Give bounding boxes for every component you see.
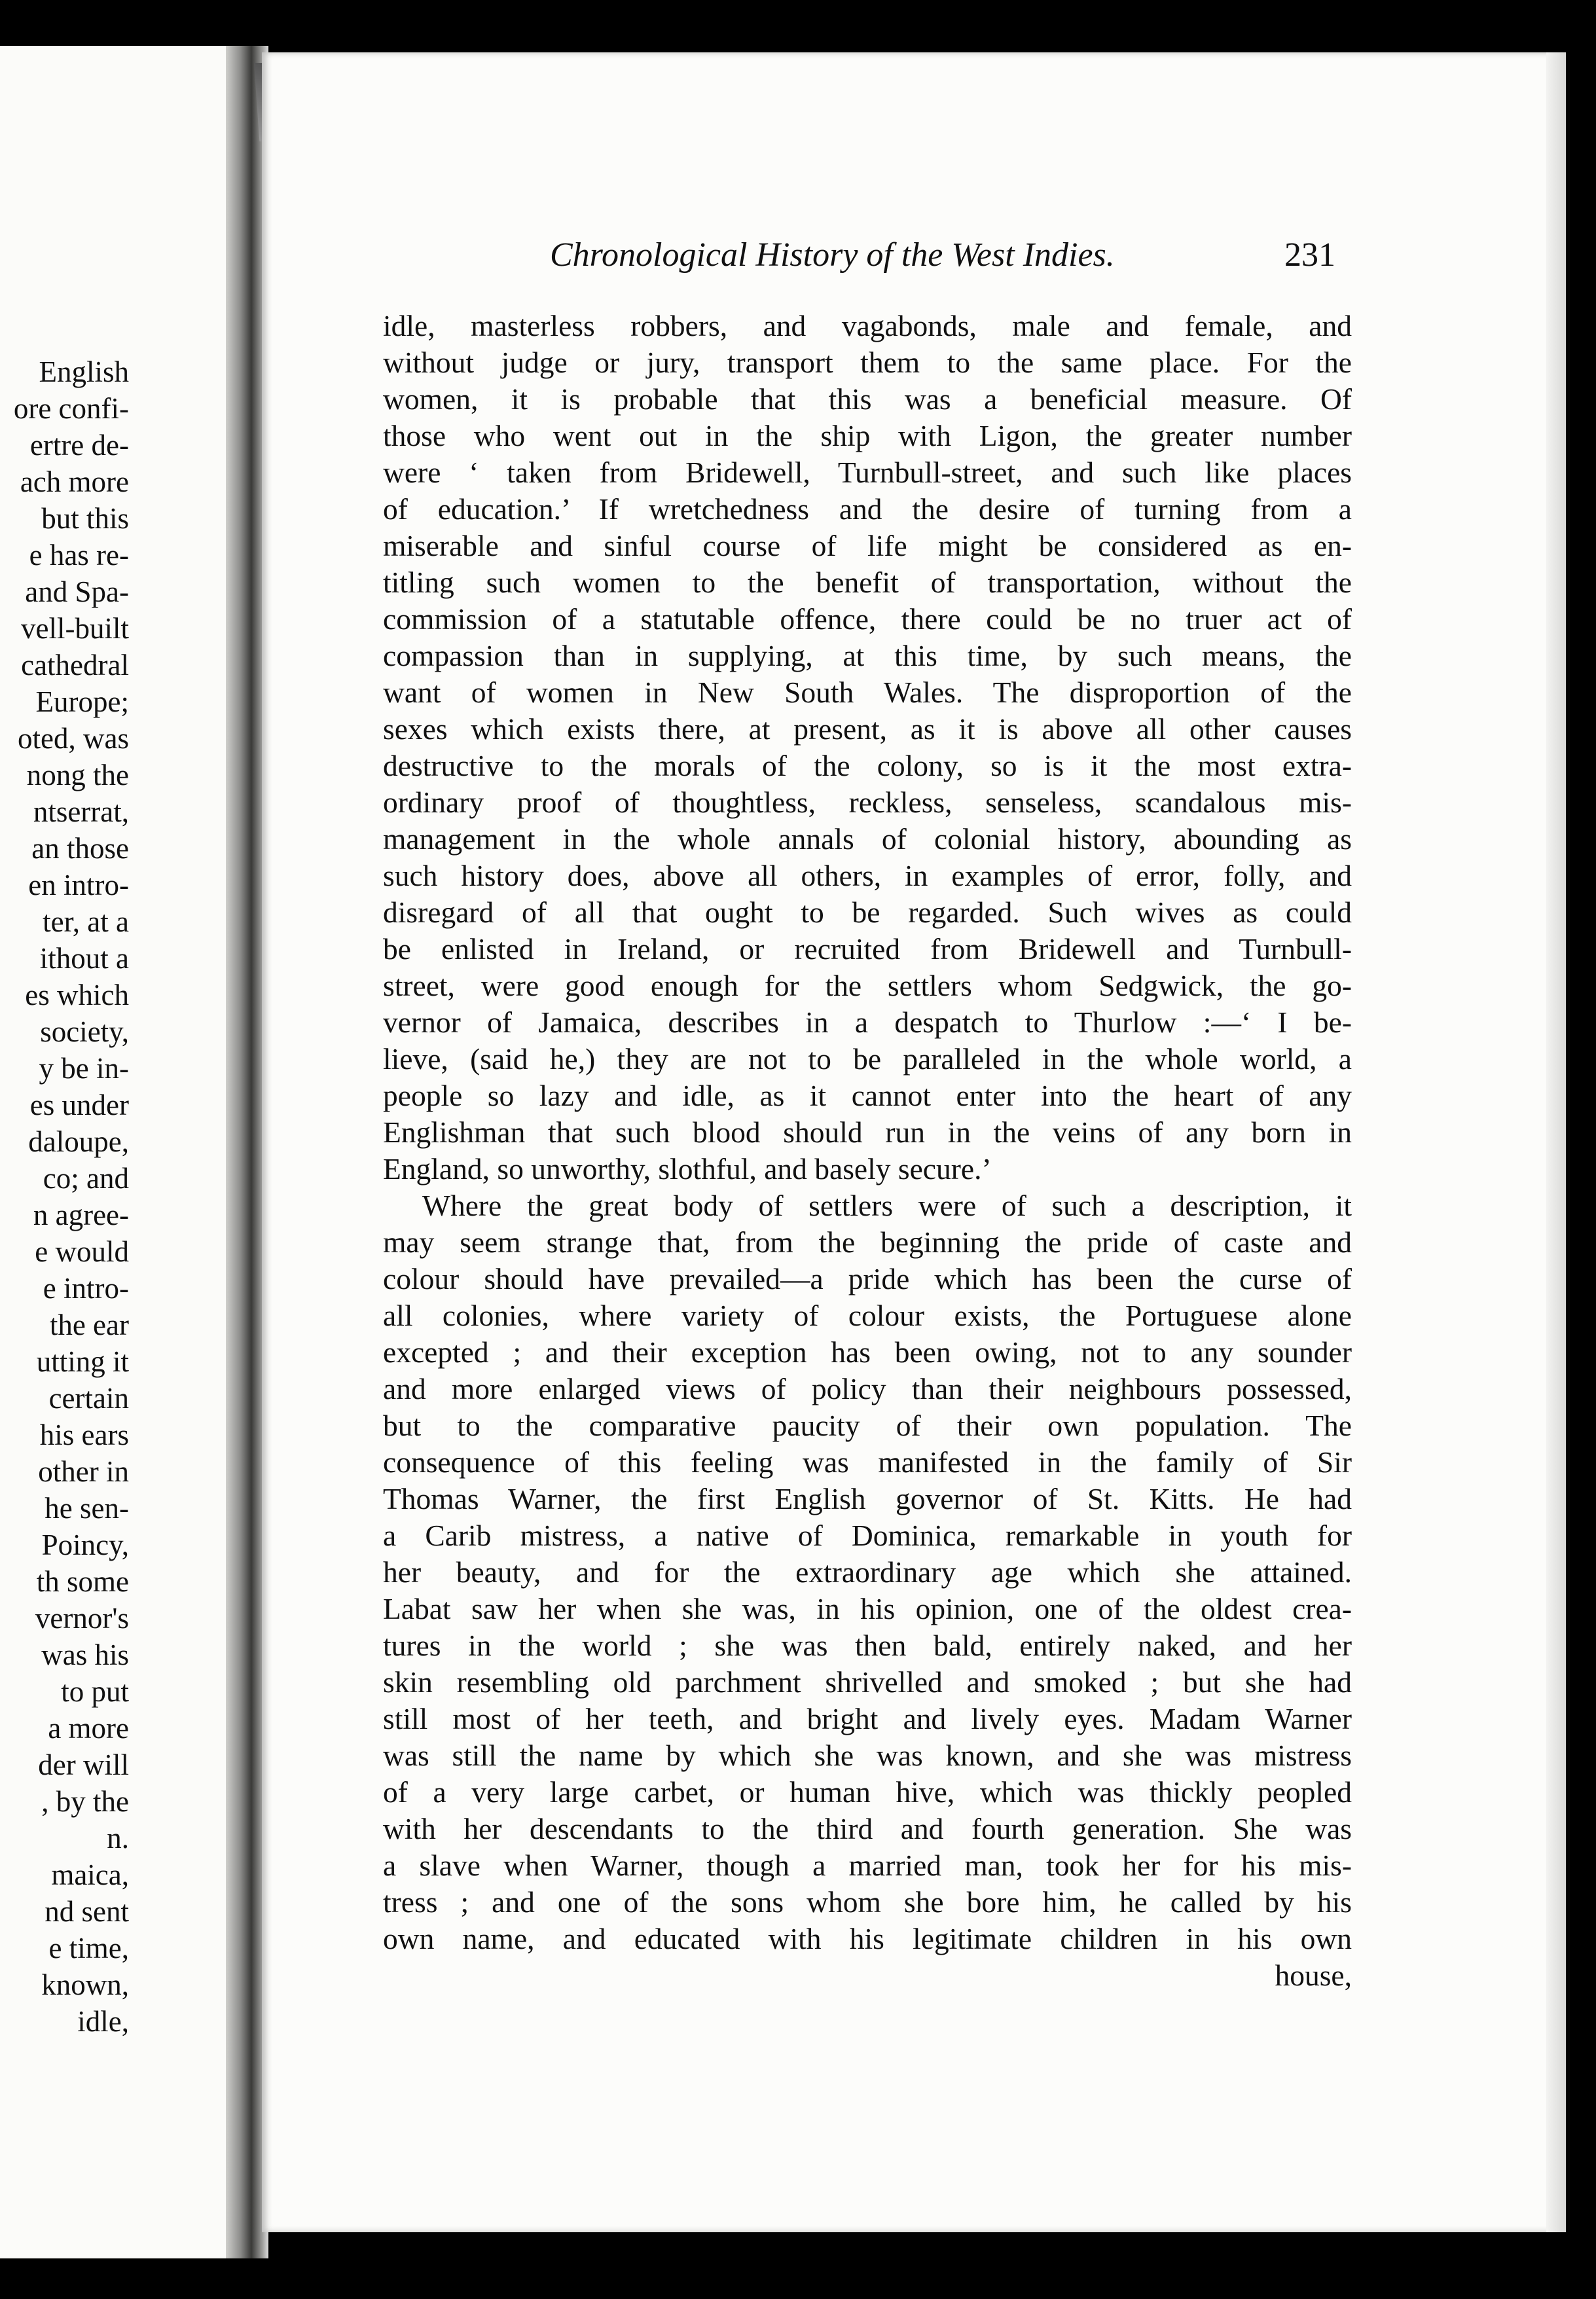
paragraph-1 (383, 308, 1352, 1187)
text-line: Thomas Warner, the first English governor of St. Kitts. He had (383, 1482, 1352, 1515)
text-line: vernor of Jamaica, describes in a despatch to Thurlow :—‘ I be- (383, 1005, 1352, 1039)
previous-page-line: English (39, 355, 129, 388)
text-line: compassion than in supplying, at this time, by such means, the (383, 639, 1352, 672)
previous-page-line: a more (48, 1712, 129, 1745)
previous-page-line: th some (36, 1565, 129, 1598)
text-line: England, so unworthy, slothful, and basely secure.’ (383, 1152, 992, 1186)
text-line: but to the comparative paucity of their own population. The (383, 1409, 1352, 1442)
previous-page-line: the ear (49, 1309, 129, 1341)
previous-page-line: co; and (43, 1162, 129, 1195)
text-line: tress ; and one of the sons whom she bore him, he called by his (383, 1885, 1352, 1919)
previous-page-line: , by the (41, 1785, 129, 1818)
previous-page-line: n agree- (33, 1199, 129, 1231)
previous-page-line: e has re- (29, 539, 129, 571)
previous-page-line: oted, was (18, 722, 129, 755)
previous-page-line: ore confi- (13, 392, 129, 425)
text-line: people so lazy and idle, as it cannot enter into the heart of any (383, 1079, 1352, 1112)
previous-page-line: daloupe, (28, 1125, 129, 1158)
text-line: idle, masterless robbers, and vagabonds, male and female, and (383, 309, 1352, 342)
previous-page-line: cathedral (21, 649, 129, 681)
text-line: of a very large carbet, or human hive, which was thickly peopled (383, 1775, 1352, 1809)
text-line: Where the great body of settlers were of such a description, it (422, 1189, 1352, 1222)
text-line: a Carib mistress, a native of Dominica, remarkable in youth for (383, 1519, 1352, 1552)
previous-page-line: certain (48, 1382, 129, 1415)
catchword: house, (1275, 1959, 1352, 1992)
previous-page-line: Poincy, (41, 1529, 129, 1561)
previous-page-line: ter, at a (43, 905, 129, 938)
previous-page-line: en intro- (28, 869, 129, 901)
text-line: management in the whole annals of colonial history, abounding as (383, 822, 1352, 856)
previous-page-line: society, (40, 1015, 129, 1048)
paragraph-2 (383, 1187, 1352, 1957)
previous-page-line: e would (35, 1235, 129, 1268)
running-title: Chronological History of the West Indies. (550, 236, 1115, 274)
previous-page-line: nd sent (45, 1895, 129, 1928)
running-header (550, 232, 1335, 278)
text-line: and more enlarged views of policy than their neighbours possessed, (383, 1372, 1352, 1405)
text-line: titling such women to the benefit of transportation, without the (383, 566, 1352, 599)
text-line: sexes which exists there, at present, as it is above all other causes (383, 712, 1352, 746)
text-line: still most of her teeth, and bright and lively eyes. Madam Warner (383, 1702, 1352, 1735)
previous-page-line: but this (41, 502, 129, 535)
text-line: a slave when Warner, though a married man, took her for his mis- (383, 1849, 1352, 1882)
text-line: want of women in New South Wales. The disproportion of the (383, 676, 1352, 709)
text-line: all colonies, where variety of colour exists, the Portuguese alone (383, 1299, 1352, 1332)
previous-page-line: vell-built (21, 612, 129, 645)
previous-page-line: and Spa- (25, 575, 129, 608)
text-line: with her descendants to the third and fourth generation. She was (383, 1812, 1352, 1845)
text-line: those who went out in the ship with Ligon, the greater number (383, 419, 1352, 452)
text-line: such history does, above all others, in examples of error, folly, and (383, 859, 1352, 892)
previous-page-edge (0, 46, 226, 2258)
previous-page-line: y be in- (39, 1052, 129, 1085)
previous-page-line: was his (41, 1638, 129, 1671)
previous-page-line: vernor's (35, 1602, 129, 1635)
text-line: commission of a statutable offence, there could be no truer act of (383, 602, 1352, 636)
text-line: street, were good enough for the settlers whom Sedgwick, the go- (383, 969, 1352, 1002)
text-line: miserable and sinful course of life might be considered as en- (383, 529, 1352, 562)
page-edge-right (1546, 52, 1566, 2232)
text-line: her beauty, and for the extraordinary age which she attained. (383, 1555, 1352, 1589)
previous-page-line: ithout a (39, 942, 129, 975)
previous-page-line: other in (38, 1455, 129, 1488)
previous-page-line: maica, (51, 1858, 129, 1891)
previous-page-line: e intro- (43, 1272, 129, 1305)
text-line: was still the name by which she was known, and she was mistress (383, 1739, 1352, 1772)
previous-page-line: idle, (77, 2005, 129, 2038)
previous-page-line: n. (107, 1822, 129, 1855)
text-line: colour should have prevailed—a pride which has been the curse of (383, 1262, 1352, 1295)
page-number: 231 (1284, 236, 1335, 274)
previous-page-line: e time, (48, 1932, 129, 1964)
previous-page-line: ntserrat, (33, 795, 129, 828)
previous-page-line: nong the (26, 759, 129, 791)
previous-page-line: es under (29, 1089, 129, 1121)
text-line: skin resembling old parchment shrivelled and smoked ; but she had (383, 1665, 1352, 1699)
text-line: excepted ; and their exception has been owing, not to any sounder (383, 1335, 1352, 1369)
text-line: Labat saw her when she was, in his opinion, one of the oldest crea- (383, 1592, 1352, 1625)
previous-page-line: his ears (39, 1419, 129, 1451)
text-line: women, it is probable that this was a beneficial measure. Of (383, 382, 1352, 416)
previous-page-line: der will (38, 1748, 129, 1781)
text-line: own name, and educated with his legitimate children in his own (383, 1922, 1352, 1955)
previous-page-line: to put (61, 1675, 129, 1708)
previous-page-line: es which (25, 979, 129, 1011)
text-line: tures in the world ; she was then bald, entirely naked, and her (383, 1629, 1352, 1662)
previous-page-line: known, (41, 1968, 129, 2001)
text-line: disregard of all that ought to be regarded. Such wives as could (383, 896, 1352, 929)
previous-page-text (0, 353, 129, 2040)
previous-page-line: an those (31, 832, 129, 865)
text-line: destructive to the morals of the colony, so is it the most extra- (383, 749, 1352, 782)
text-line: consequence of this feeling was manifested in the family of Sir (383, 1445, 1352, 1479)
text-line: ordinary proof of thoughtless, reckless, senseless, scandalous mis- (383, 786, 1352, 819)
previous-page-line: utting it (36, 1345, 129, 1378)
text-line: of education.’ If wretchedness and the desire of turning from a (383, 492, 1352, 526)
page-body (383, 308, 1352, 1994)
text-line: be enlisted in Ireland, or recruited from Bridewell and Turnbull- (383, 932, 1352, 966)
text-line: may seem strange that, from the beginning the pride of caste and (383, 1225, 1352, 1259)
previous-page-line: ertre de- (29, 429, 129, 462)
previous-page-line: ach more (20, 465, 129, 498)
previous-page-line: Europe; (35, 685, 129, 718)
text-line: lieve, (said he,) they are not to be paralleled in the whole world, a (383, 1042, 1352, 1076)
text-line: Englishman that such blood should run in the veins of any born in (383, 1115, 1352, 1149)
text-line: were ‘ taken from Bridewell, Turnbull-street, and such like places (383, 456, 1352, 489)
text-line: without judge or jury, transport them to the same place. For the (383, 346, 1352, 379)
previous-page-line: he sen- (45, 1492, 129, 1525)
